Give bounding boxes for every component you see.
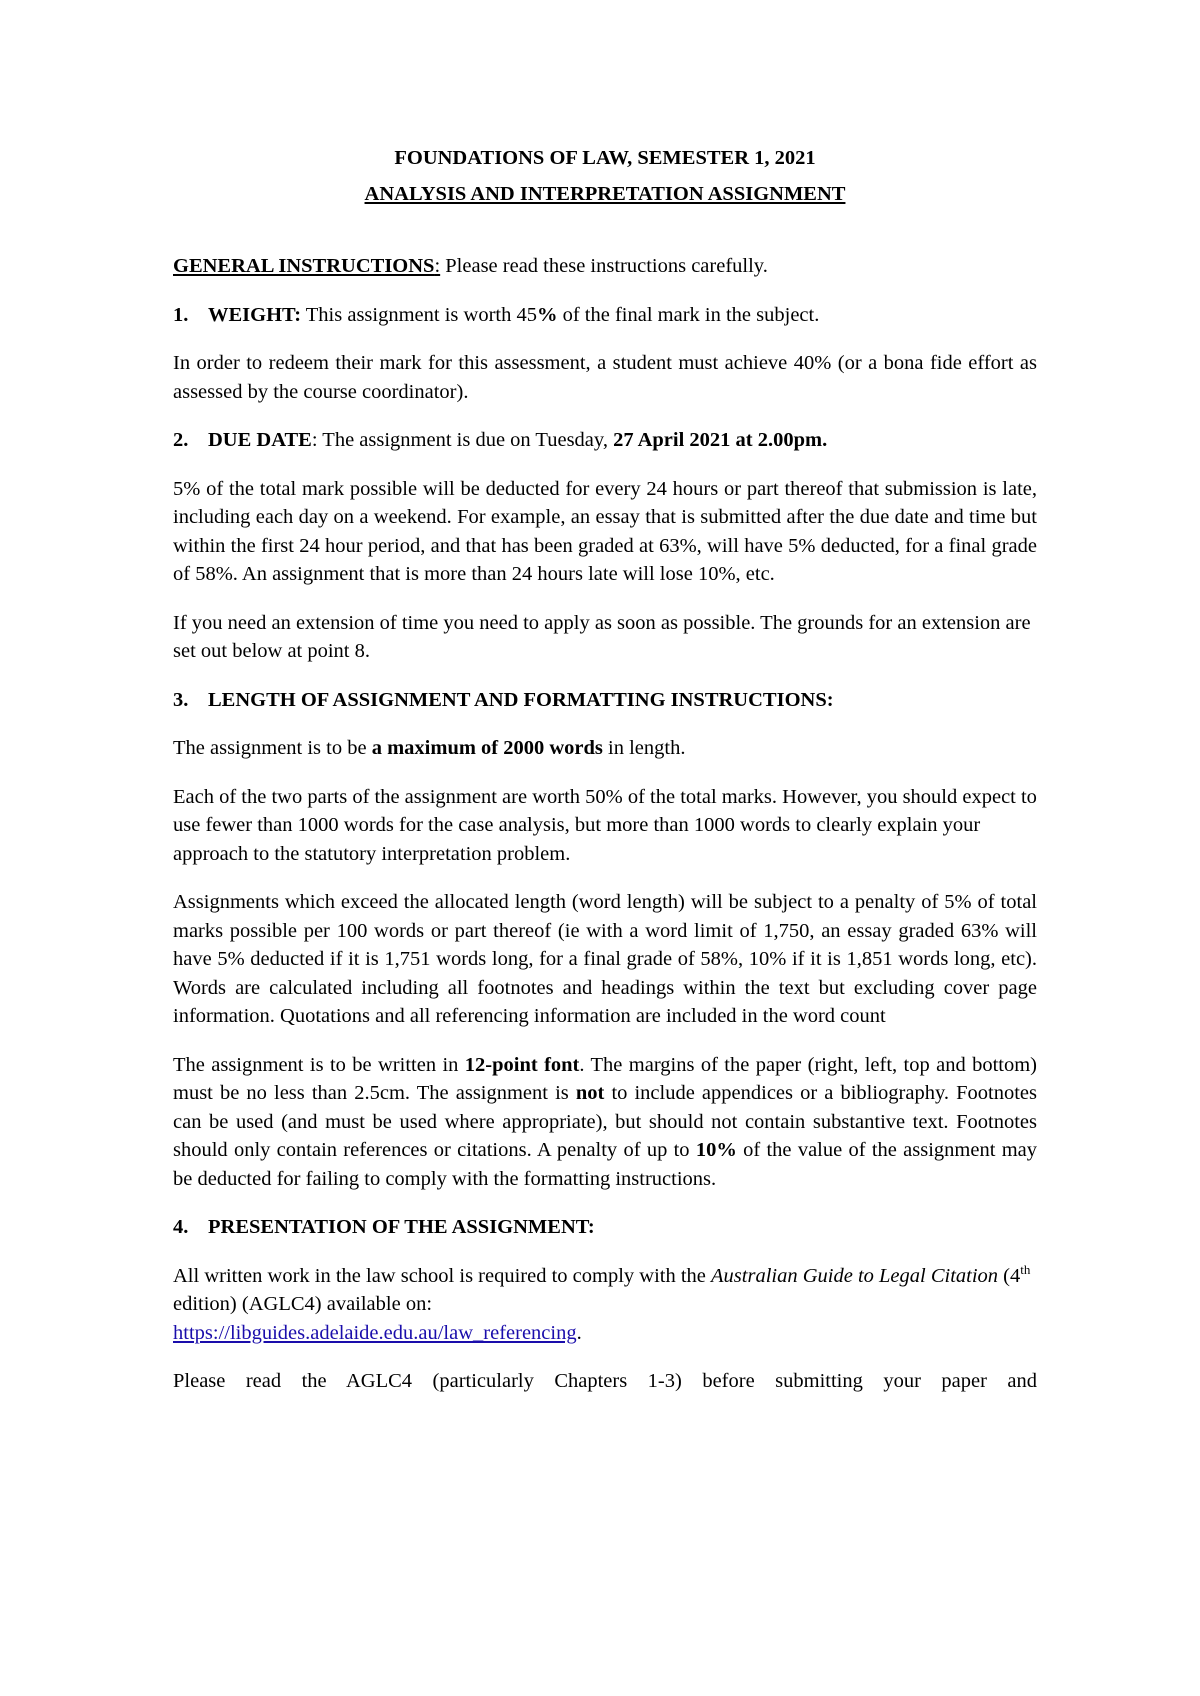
section-1-pct: % (536, 303, 558, 326)
section-1-label: WEIGHT: (208, 303, 302, 326)
section-1-text-b: of the final mark in the subject. (557, 303, 820, 326)
section-4-paragraph-1 (173, 1262, 1037, 1348)
section-3-p4-not: not (575, 1082, 605, 1104)
section-4-agl-title: Australian Guide to Legal Citation (711, 1264, 999, 1287)
section-3-p4-c: . The margins of the paper (right, left, top and bottom) must be no less than 2.5cm. The assignment is (173, 1053, 1038, 1104)
section-2-label: DUE DATE (208, 429, 312, 451)
section-2-text-a: : The assignment is due on Tuesday, (311, 429, 614, 451)
section-3-p1-max-words: a maximum of 2000 words (371, 737, 603, 759)
section-4-p1-sup: th (1020, 1261, 1031, 1277)
general-instructions (173, 252, 1037, 281)
section-3-p4-g: of the value of the assignment may be deducted for failing to comply with the formatting instructions. (173, 1139, 1037, 1190)
general-instructions-colon: : (434, 255, 441, 277)
section-3-p4-e: to include appendices or a bibliography. Footnotes can be used (and must be used where appropriate), but should not contain substantive text. Footnotes should only contain references or citations. A penalty of up to (173, 1082, 1037, 1161)
section-3-paragraph-3: Assignments which exceed the allocated length (word length) will be subject to a penalty of 5% of total marks possible per 100 words or part thereof (ie with a word limit of 1,750, an essay graded 63% will have 5% deducted if it is 1,751 words long, for a final grade of 58%, 10% if it is 1,851 words long, etc). Words are calculated including all footnotes and headings within the text but excluding cover page information. Quotations and all referencing information are included in the word count (173, 891, 1037, 1027)
section-3-heading (173, 686, 1037, 715)
section-1-heading (173, 301, 1037, 330)
section-3-p4-a: The assignment is to be written in (173, 1053, 465, 1076)
section-3-label: LENGTH OF ASSIGNMENT AND FORMATTING INSTRUCTIONS: (208, 688, 834, 711)
document-title: FOUNDATIONS OF LAW, SEMESTER 1, 2021 (394, 147, 816, 169)
section-4-number: 4. (173, 1216, 189, 1238)
section-3-paragraph-4 (173, 1051, 1037, 1194)
section-2-paragraph-1: 5% of the total mark possible will be deducted for every 24 hours or part thereof that submission is late, including each day on a weekend. For example, an essay that is submitted after the due date and time but within the first 24 hour period, and that has been graded at 63%, will have 5% deducted, for a final grade of 58%. An assignment that is more than 24 hours late will lose 10%, etc. (173, 477, 1037, 585)
section-2-number: 2. (173, 429, 189, 451)
section-3-paragraph-1 (173, 734, 1037, 763)
section-4-heading (173, 1213, 1037, 1242)
section-2-heading (173, 426, 1037, 455)
section-3-p1-a: The assignment is to be (173, 737, 372, 759)
general-instructions-text: Please read these instructions carefully. (440, 255, 768, 277)
section-3-number: 3. (173, 688, 189, 711)
section-4-label: PRESENTATION OF THE ASSIGNMENT: (208, 1216, 595, 1238)
general-instructions-label: GENERAL INSTRUCTIONS (173, 255, 435, 277)
section-3-p4-penalty: 10% (695, 1139, 737, 1161)
section-4-link-end: . (576, 1321, 582, 1344)
law-referencing-link[interactable]: https://libguides.adelaide.edu.au/law_referencing (173, 1321, 577, 1344)
section-4-p1-b: (4 (998, 1264, 1021, 1287)
section-1-paragraph: In order to redeem their mark for this assessment, a student must achieve 40% (or a bona fide effort as assessed by the course coordinator). (173, 352, 1037, 403)
section-3-p4-font: 12-point font (464, 1053, 580, 1076)
section-4-p1-a: All written work in the law school is required to comply with the (173, 1264, 712, 1287)
section-4-p1-c: edition) (AGLC4) available on: (173, 1293, 433, 1315)
section-4-paragraph-2: Please read the AGLC4 (particularly Chapters 1-3) before submitting your paper and (173, 1370, 1037, 1392)
section-2-date: 27 April 2021 at 2.00pm. (613, 429, 828, 451)
section-1-text-a: This assignment is worth 45 (301, 303, 537, 326)
section-1-number: 1. (173, 303, 189, 326)
section-3-p1-c: in length. (602, 737, 686, 759)
document-subtitle: ANALYSIS AND INTERPRETATION ASSIGNMENT (364, 182, 846, 205)
section-3-paragraph-2: Each of the two parts of the assignment are worth 50% of the total marks. However, you should expect to use fewer than 1000 words for the case analysis, but more than 1000 words to clearly explain your approach to the statutory interpretation problem. (173, 785, 1037, 865)
section-2-paragraph-2: If you need an extension of time you need to apply as soon as possible. The grounds for an extension are set out below at point 8. (173, 611, 1031, 662)
